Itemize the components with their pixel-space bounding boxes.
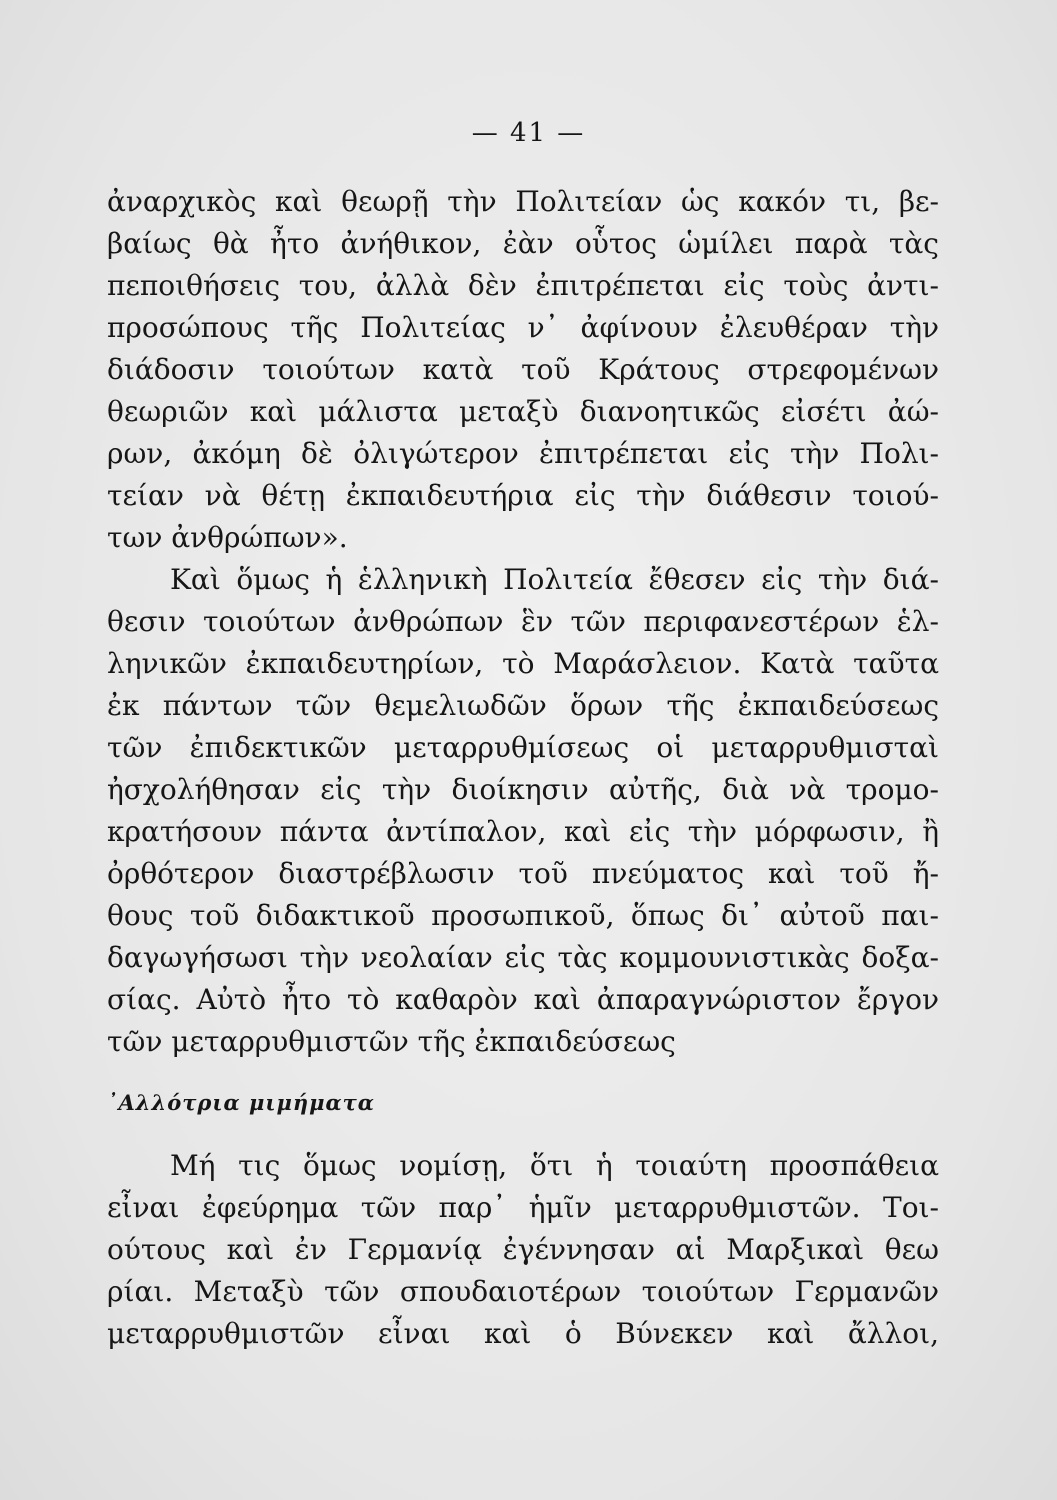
text-line: θεσιν τοιούτων ἀνθρώπων ἓν τῶν περιφανεστέρων ἑλ-: [107, 605, 939, 638]
text-line: τῶν μεταρρυθμιστῶν τῆς ἐκπαιδεύσεως: [107, 1025, 676, 1058]
text-line: τείαν νὰ θέτῃ ἐκπαιδευτήρια εἰς τὴν διάθεσιν τοιού-: [107, 479, 939, 512]
text-line: των ἀνθρώπων».: [107, 521, 348, 554]
text-line: ληνικῶν ἐκπαιδευτηρίων, τὸ Μαράσλειον. Κατὰ ταῦτα: [107, 647, 939, 680]
text-line: Καὶ ὅμως ἡ ἑλληνικὴ Πολιτεία ἔθεσεν εἰς τὴν διά-: [170, 563, 939, 596]
text-line: εἶναι ἐφεύρημα τῶν παρ᾿ ἡμῖν μεταρρυθμιστῶν. Τοι-: [107, 1191, 939, 1224]
text-line: βαίως θὰ ἦτο ἀνήθικον, ἐὰν οὗτος ὡμίλει παρὰ τὰς: [107, 227, 939, 260]
text-line: προσώπους τῆς Πολιτείας ν᾿ ἀφίνουν ἐλευθέραν τὴν: [107, 311, 939, 344]
text-line: δαγωγήσωσι τὴν νεολαίαν εἰς τὰς κομμουνιστικὰς δοξα-: [107, 941, 939, 974]
section-heading: ᾿Αλλότρια μιμήματα: [107, 1090, 375, 1115]
text-line: τῶν ἐπιδεκτικῶν μεταρρυθμίσεως οἱ μεταρρυθμισταὶ: [107, 731, 939, 764]
text-line: ἐκ πάντων τῶν θεμελιωδῶν ὅρων τῆς ἐκπαιδεύσεως: [107, 689, 939, 722]
text-line: ἀναρχικὸς καὶ θεωρῇ τὴν Πολιτείαν ὡς κακόν τι, βε-: [107, 185, 939, 218]
text-line: μεταρρυθμιστῶν εἶναι καὶ ὁ Βύνεκεν καὶ ἄλλοι,: [107, 1317, 939, 1350]
text-line: πεποιθήσεις του, ἀλλὰ δὲν ἐπιτρέπεται εἰς τοὺς ἀντι-: [107, 269, 939, 302]
text-line: ούτους καὶ ἐν Γερμανίᾳ ἐγέννησαν αἱ Μαρξικαὶ θεω: [107, 1233, 939, 1266]
text-line: ρων, ἀκόμη δὲ ὀλιγώτερον ἐπιτρέπεται εἰς τὴν Πολι-: [107, 437, 939, 470]
text-line: ρίαι. Μεταξὺ τῶν σπουδαιοτέρων τοιούτων Γερμανῶν: [107, 1275, 939, 1308]
text-line: ὀρθότερον διαστρέβλωσιν τοῦ πνεύματος καὶ τοῦ ἤ-: [107, 857, 939, 890]
text-line: θους τοῦ διδακτικοῦ προσωπικοῦ, ὅπως δι᾿ αὐτοῦ παι-: [107, 899, 939, 932]
text-line: διάδοσιν τοιούτων κατὰ τοῦ Κράτους στρεφομένων: [107, 353, 939, 386]
text-line: θεωριῶν καὶ μάλιστα μεταξὺ διανοητικῶς εἰσέτι ἀώ-: [107, 395, 939, 428]
text-line: ἠσχολήθησαν εἰς τὴν διοίκησιν αὐτῆς, διὰ νὰ τρομο-: [107, 773, 939, 806]
page-number: — 41 —: [471, 118, 586, 148]
text-line: σίας. Αὐτὸ ἦτο τὸ καθαρὸν καὶ ἀπαραγνώριστον ἔργον: [107, 983, 939, 1016]
text-line: Μή τις ὅμως νομίσῃ, ὅτι ἡ τοιαύτη προσπάθεια: [170, 1149, 939, 1182]
text-line: κρατήσουν πάντα ἀντίπαλον, καὶ εἰς τὴν μόρφωσιν, ἢ: [107, 815, 939, 848]
